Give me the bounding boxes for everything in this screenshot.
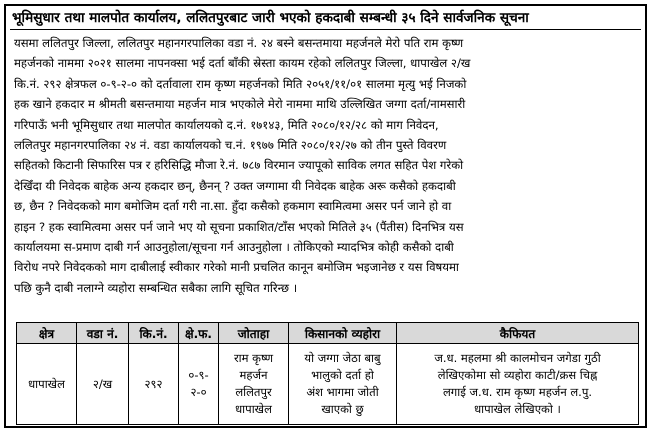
body-line: गरिपाऊँ भनी भूमिसुधार तथा मालपोत कार्यालयको द.नं. १७१४३, मिति २०८०/१२/२८ को माग निवेदन, bbox=[14, 117, 439, 132]
notice-title: भूमिसुधार तथा मालपोत कार्यालय, ललितपुरबाट जारी भएको हकदाबी सम्बन्धी ३५ दिने सार्वजनिक सूचना bbox=[12, 10, 529, 26]
body-line: महर्जनको नाममा २०२१ सालमा नापनक्सा भई दर्ता बाँकी स्रेस्ता कायम रहेको ललितपुर जिल्ला, धापाखेल २/ख bbox=[14, 56, 471, 71]
remark-line: लेखिएकोमा सो व्यहोरा काटी/क्रस चिह्न bbox=[437, 368, 598, 382]
body-line: सहितको किटानी सिफारिस पत्र र हरिसिद्धि मौजा रे.नं. ७८७ विरमान ज्यापूको साविक लगत सहित पेश गरेको bbox=[14, 158, 464, 173]
header-size: क्षे.फ. bbox=[179, 323, 219, 344]
header-area: क्षेत्र bbox=[17, 323, 77, 344]
tiller-line: ललितपुर bbox=[235, 385, 272, 399]
header-farmer-statement: किसानको व्यहोरा bbox=[289, 323, 397, 344]
tiller-line: महर्जन bbox=[239, 368, 268, 382]
farmer-line: भालुको दर्ता हो bbox=[311, 368, 374, 382]
cell-ward: २/ख bbox=[77, 344, 129, 425]
tiller-line: राम कृष्ण bbox=[233, 351, 274, 365]
tiller-line: धापाखेल bbox=[235, 402, 272, 416]
notice-body bbox=[14, 33, 638, 298]
size-line: ०-९- bbox=[188, 368, 209, 382]
table-header-row bbox=[17, 323, 639, 344]
body-line: देखिँदा यी निवेदक बाहेक अन्य हकदार छन्, छैनन् ? उक्त जग्गामा यी निवेदक बाहेक अरू कसैको हकदाबी bbox=[14, 178, 456, 193]
farmer-line: यो जग्गा जेठा बाबु bbox=[304, 351, 381, 365]
cell-tiller bbox=[219, 344, 289, 425]
cell-farmer-statement bbox=[289, 344, 397, 425]
size-line: २-० bbox=[190, 385, 207, 399]
body-line: कि.नं. २९२ क्षेत्रफल ०-९-२-० को दर्तावाला राम कृष्ण महर्जनको मिति २०५१/११/०१ सालमा मृत्यु भई निजको bbox=[14, 76, 467, 91]
cell-size bbox=[179, 344, 219, 425]
header-tiller: जोताहा bbox=[219, 323, 289, 344]
table-row bbox=[17, 344, 639, 425]
body-line: विरोध नपरे निवेदकको माग दाबीलाई स्वीकार गरेको मानी प्रचलित कानून बमोजिम भइजानेछ र यस विषयमा bbox=[14, 260, 459, 275]
land-record-table bbox=[16, 322, 639, 425]
cell-plot-number: २९२ bbox=[129, 344, 179, 425]
body-line: पछि कुनै दाबी नलाग्ने व्यहोरा सम्बन्धित सबैका लागि सूचित गरिन्छ । bbox=[14, 280, 298, 295]
remark-line: धापाखेल लेखिएको । bbox=[474, 402, 561, 416]
header-remarks: कैफियत bbox=[397, 323, 639, 344]
remark-line: ज.ध. महलमा श्री कालमोचन जगेडा गुठी bbox=[434, 351, 601, 365]
farmer-line: खाएको छु bbox=[321, 402, 364, 416]
body-line: हक खाने हकदार म श्रीमती बसन्तमाया महर्जन मात्र भएकोले मेरो नाममा माथि उल्लिखित जग्गा दर्ता/नामसारी bbox=[14, 97, 466, 112]
header-plot-number: कि.नं. bbox=[129, 323, 179, 344]
body-line: कार्यालयमा स-प्रमाण दाबी गर्न आउनुहोला/सूचना गर्न आउनुहोला । तोकिएको म्यादभित्र कोही कसैको दाबी bbox=[14, 240, 454, 255]
cell-area: धापाखेल bbox=[17, 344, 77, 425]
body-line: ललितपुर महानगरपालिका २४ नं. वडा कार्यालयको च.नं. १९७७ मिति २०८०/१२/२७ को तीन पुस्ते विवरण bbox=[14, 138, 447, 153]
public-notice bbox=[4, 4, 647, 428]
header-ward: वडा नं. bbox=[77, 323, 129, 344]
remark-line: लगाई ज.ध. राम कृष्ण महर्जन ल.पु. bbox=[442, 385, 593, 399]
body-line: यसमा ललितपुर जिल्ला, ललितपुर महानगरपालिका वडा नं. २४ बस्ने बसन्तमाया महर्जनले मेरो पति राम कृष्ण bbox=[14, 36, 464, 50]
body-line: हाइन ? हक स्वामित्वमा असर पर्न जाने भए यो सूचना प्रकाशित/टाँस भएको मितिले ३५ (पैंतीस) दिनभित्र यस bbox=[14, 219, 464, 234]
body-line: छ, छैन ? निवेदकको माग बमोजिम दर्ता गरी ना.सा. हुँदा कसैको हकमाग स्वामित्वमा असर पर्न जाने हो वा bbox=[14, 199, 452, 214]
farmer-line: अंश भागमा जोती bbox=[306, 385, 379, 399]
title-divider bbox=[10, 29, 641, 30]
cell-remarks bbox=[397, 344, 639, 425]
